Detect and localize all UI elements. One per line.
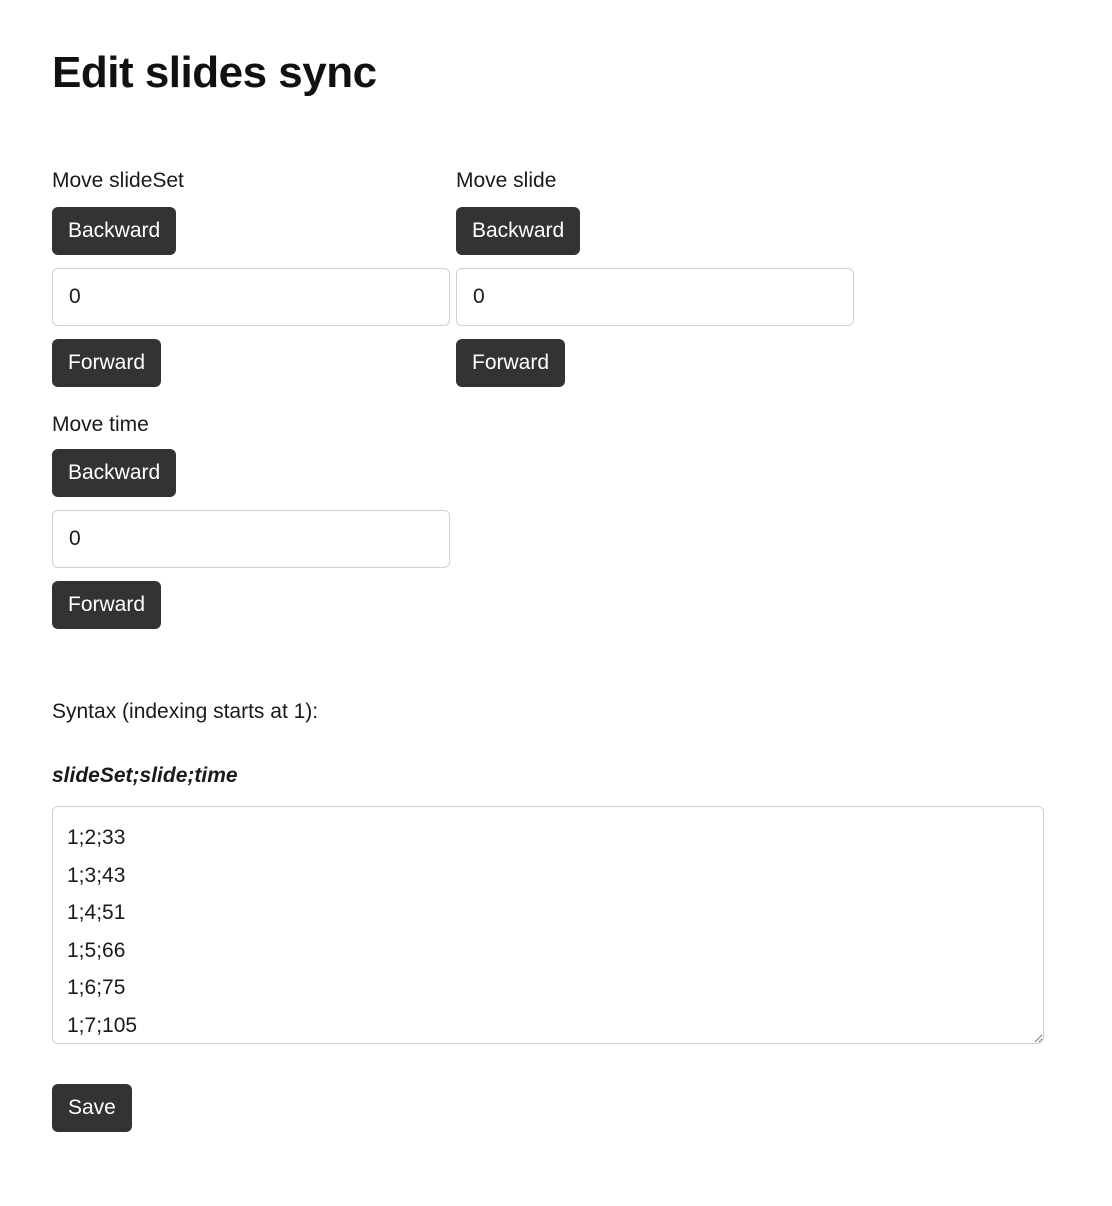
syntax-section bbox=[52, 700, 1052, 1132]
move-slideset-group bbox=[52, 168, 452, 387]
time-backward-button[interactable]: Backward bbox=[52, 449, 176, 497]
move-slide-group bbox=[456, 168, 854, 387]
move-time-label: Move time bbox=[52, 413, 149, 436]
time-value-input[interactable] bbox=[52, 510, 450, 568]
syntax-format: slideSet;slide;time bbox=[52, 764, 238, 787]
slide-value-input[interactable] bbox=[456, 268, 854, 326]
move-slideset-label: Move slideSet bbox=[52, 169, 184, 192]
slide-forward-button[interactable]: Forward bbox=[456, 339, 565, 387]
syntax-hint: Syntax (indexing starts at 1): bbox=[52, 700, 319, 723]
slideset-forward-button[interactable]: Forward bbox=[52, 339, 161, 387]
move-time-group bbox=[52, 412, 452, 629]
save-button[interactable]: Save bbox=[52, 1084, 132, 1132]
slide-backward-button[interactable]: Backward bbox=[456, 207, 580, 255]
time-forward-button[interactable]: Forward bbox=[52, 581, 161, 629]
move-slide-label: Move slide bbox=[456, 169, 557, 192]
slideset-backward-button[interactable]: Backward bbox=[52, 207, 176, 255]
sync-textarea[interactable] bbox=[52, 806, 1044, 1044]
page-title: Edit slides sync bbox=[52, 48, 377, 97]
save-row bbox=[52, 1084, 1052, 1132]
slideset-value-input[interactable] bbox=[52, 268, 450, 326]
